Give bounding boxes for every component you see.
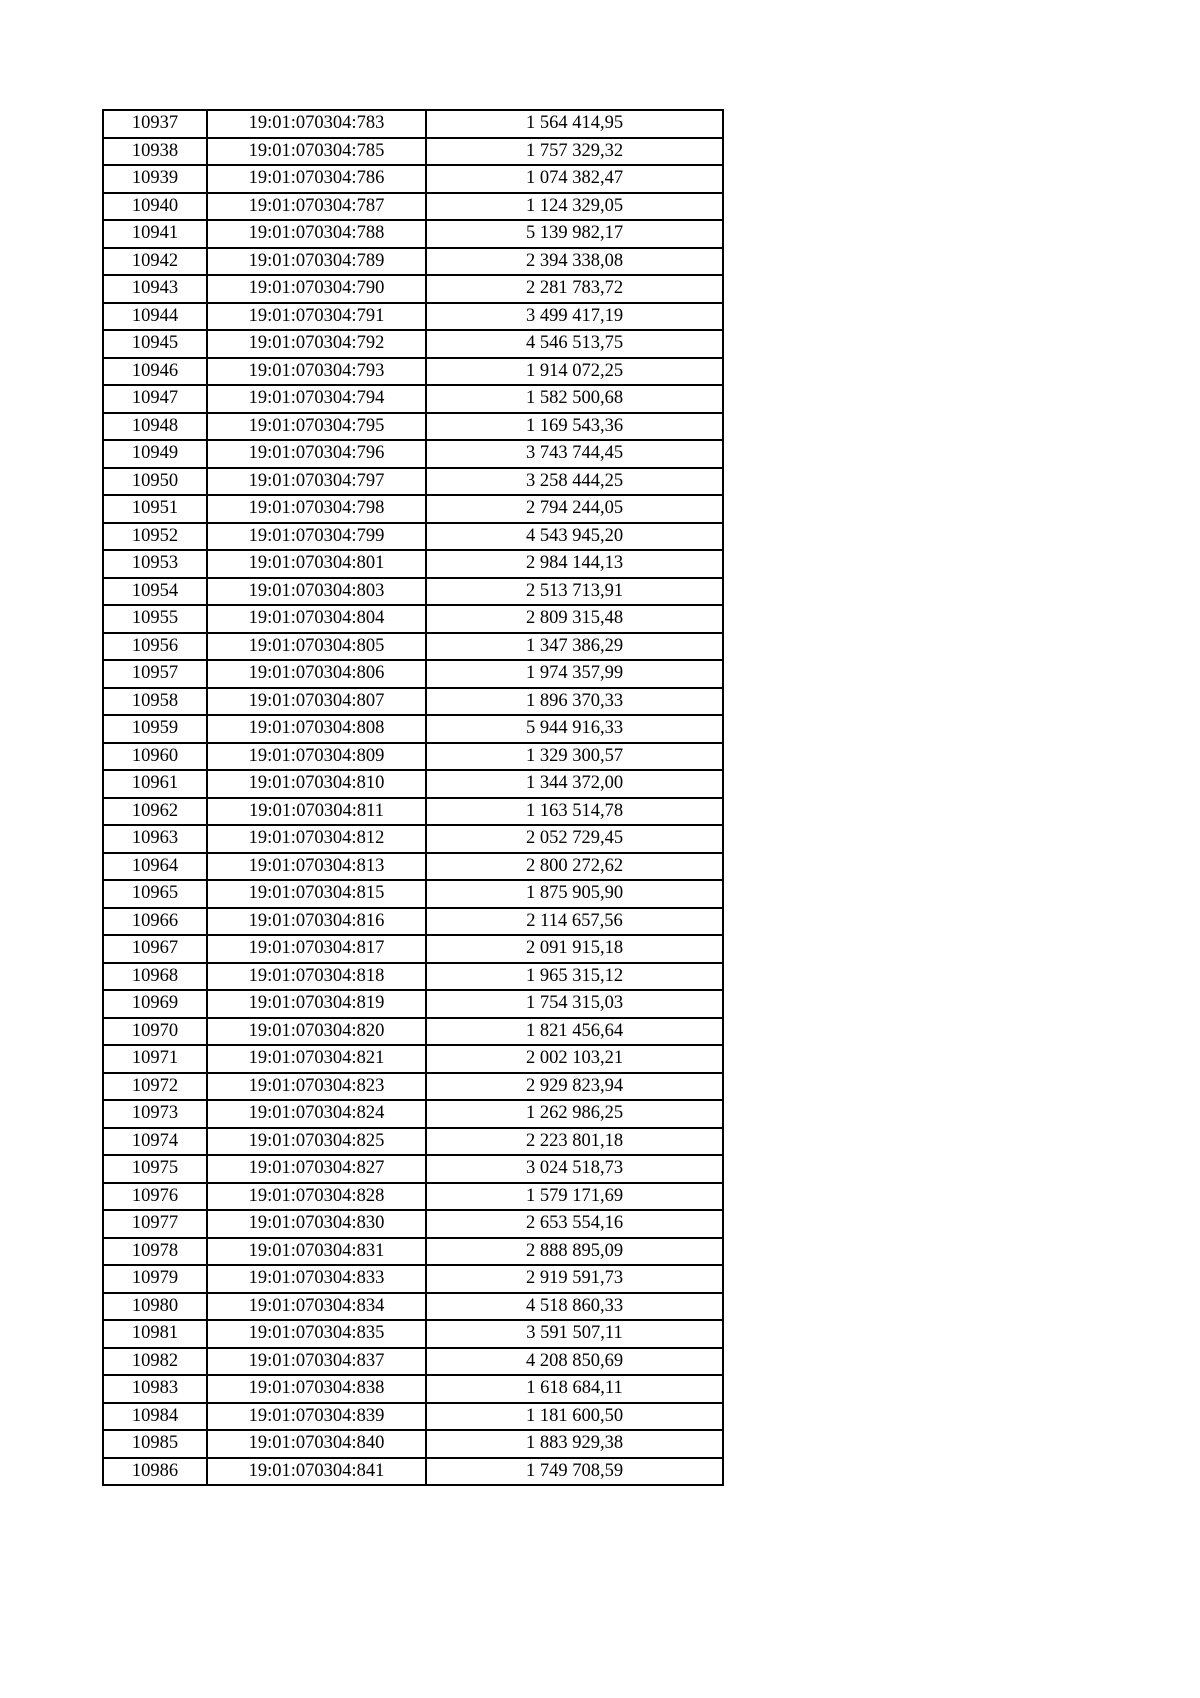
cadastral-value-cell: 1 262 986,25 bbox=[426, 1100, 723, 1128]
cadastral-value-cell: 2 929 823,94 bbox=[426, 1073, 723, 1101]
cadastral-number-cell: 19:01:070304:783 bbox=[207, 110, 426, 138]
row-number-cell: 10952 bbox=[103, 523, 207, 551]
cadastral-number-cell: 19:01:070304:812 bbox=[207, 825, 426, 853]
table-row bbox=[103, 110, 723, 138]
cadastral-value-cell: 1 883 929,38 bbox=[426, 1430, 723, 1458]
cadastral-number-cell: 19:01:070304:833 bbox=[207, 1265, 426, 1293]
row-number-cell: 10979 bbox=[103, 1265, 207, 1293]
table-row bbox=[103, 1100, 723, 1128]
row-number-cell: 10971 bbox=[103, 1045, 207, 1073]
cadastral-number-cell: 19:01:070304:806 bbox=[207, 660, 426, 688]
row-number-cell: 10937 bbox=[103, 110, 207, 138]
cadastral-value-cell: 5 139 982,17 bbox=[426, 220, 723, 248]
cadastral-value-cell: 3 743 744,45 bbox=[426, 440, 723, 468]
cadastral-value-cell: 1 169 543,36 bbox=[426, 413, 723, 441]
row-number-cell: 10953 bbox=[103, 550, 207, 578]
cadastral-value-cell: 3 499 417,19 bbox=[426, 303, 723, 331]
cadastral-value-cell: 2 888 895,09 bbox=[426, 1238, 723, 1266]
cadastral-value-cell: 2 223 801,18 bbox=[426, 1128, 723, 1156]
row-number-cell: 10958 bbox=[103, 688, 207, 716]
cadastral-number-cell: 19:01:070304:837 bbox=[207, 1348, 426, 1376]
table-row bbox=[103, 1348, 723, 1376]
table-row bbox=[103, 385, 723, 413]
cadastral-value-cell: 1 564 414,95 bbox=[426, 110, 723, 138]
table-row bbox=[103, 1375, 723, 1403]
cadastral-number-cell: 19:01:070304:830 bbox=[207, 1210, 426, 1238]
table-row bbox=[103, 330, 723, 358]
row-number-cell: 10974 bbox=[103, 1128, 207, 1156]
cadastral-value-cell: 3 591 507,11 bbox=[426, 1320, 723, 1348]
cadastral-value-cell: 2 513 713,91 bbox=[426, 578, 723, 606]
table-row bbox=[103, 440, 723, 468]
cadastral-value-cell: 1 821 456,64 bbox=[426, 1018, 723, 1046]
row-number-cell: 10978 bbox=[103, 1238, 207, 1266]
cadastral-value-cell: 1 896 370,33 bbox=[426, 688, 723, 716]
table-row bbox=[103, 523, 723, 551]
row-number-cell: 10984 bbox=[103, 1403, 207, 1431]
row-number-cell: 10973 bbox=[103, 1100, 207, 1128]
cadastral-value-cell: 1 618 684,11 bbox=[426, 1375, 723, 1403]
cadastral-number-cell: 19:01:070304:795 bbox=[207, 413, 426, 441]
row-number-cell: 10940 bbox=[103, 193, 207, 221]
row-number-cell: 10944 bbox=[103, 303, 207, 331]
row-number-cell: 10963 bbox=[103, 825, 207, 853]
table-row bbox=[103, 358, 723, 386]
row-number-cell: 10968 bbox=[103, 963, 207, 991]
cadastral-number-cell: 19:01:070304:798 bbox=[207, 495, 426, 523]
table-row bbox=[103, 1018, 723, 1046]
row-number-cell: 10949 bbox=[103, 440, 207, 468]
cadastral-number-cell: 19:01:070304:790 bbox=[207, 275, 426, 303]
table-row bbox=[103, 633, 723, 661]
row-number-cell: 10943 bbox=[103, 275, 207, 303]
cadastral-value-cell: 1 974 357,99 bbox=[426, 660, 723, 688]
row-number-cell: 10939 bbox=[103, 165, 207, 193]
table-row bbox=[103, 495, 723, 523]
row-number-cell: 10967 bbox=[103, 935, 207, 963]
row-number-cell: 10983 bbox=[103, 1375, 207, 1403]
cadastral-number-cell: 19:01:070304:819 bbox=[207, 990, 426, 1018]
cadastral-number-cell: 19:01:070304:828 bbox=[207, 1183, 426, 1211]
cadastral-number-cell: 19:01:070304:820 bbox=[207, 1018, 426, 1046]
cadastral-number-cell: 19:01:070304:825 bbox=[207, 1128, 426, 1156]
table-row bbox=[103, 193, 723, 221]
row-number-cell: 10986 bbox=[103, 1458, 207, 1486]
cadastral-value-cell: 2 281 783,72 bbox=[426, 275, 723, 303]
table-row bbox=[103, 138, 723, 166]
cadastral-value-cell: 3 258 444,25 bbox=[426, 468, 723, 496]
table-row bbox=[103, 715, 723, 743]
cadastral-number-cell: 19:01:070304:839 bbox=[207, 1403, 426, 1431]
cadastral-number-cell: 19:01:070304:805 bbox=[207, 633, 426, 661]
cadastral-number-cell: 19:01:070304:838 bbox=[207, 1375, 426, 1403]
row-number-cell: 10946 bbox=[103, 358, 207, 386]
table-row bbox=[103, 770, 723, 798]
cadastral-value-cell: 2 919 591,73 bbox=[426, 1265, 723, 1293]
cadastral-number-cell: 19:01:070304:818 bbox=[207, 963, 426, 991]
row-number-cell: 10942 bbox=[103, 248, 207, 276]
row-number-cell: 10938 bbox=[103, 138, 207, 166]
table-row bbox=[103, 1155, 723, 1183]
cadastral-number-cell: 19:01:070304:811 bbox=[207, 798, 426, 826]
row-number-cell: 10955 bbox=[103, 605, 207, 633]
table-row bbox=[103, 825, 723, 853]
table-row bbox=[103, 880, 723, 908]
cadastral-value-cell: 1 074 382,47 bbox=[426, 165, 723, 193]
cadastral-value-cell: 2 800 272,62 bbox=[426, 853, 723, 881]
row-number-cell: 10951 bbox=[103, 495, 207, 523]
cadastral-value-cell: 2 114 657,56 bbox=[426, 908, 723, 936]
cadastral-value-cell: 1 181 600,50 bbox=[426, 1403, 723, 1431]
cadastral-number-cell: 19:01:070304:817 bbox=[207, 935, 426, 963]
row-number-cell: 10950 bbox=[103, 468, 207, 496]
cadastral-number-cell: 19:01:070304:791 bbox=[207, 303, 426, 331]
cadastral-value-cell: 1 582 500,68 bbox=[426, 385, 723, 413]
cadastral-value-cell: 5 944 916,33 bbox=[426, 715, 723, 743]
cadastral-number-cell: 19:01:070304:840 bbox=[207, 1430, 426, 1458]
table-row bbox=[103, 275, 723, 303]
row-number-cell: 10960 bbox=[103, 743, 207, 771]
table-row bbox=[103, 578, 723, 606]
cadastral-value-cell: 4 546 513,75 bbox=[426, 330, 723, 358]
row-number-cell: 10980 bbox=[103, 1293, 207, 1321]
cadastral-number-cell: 19:01:070304:816 bbox=[207, 908, 426, 936]
table-row bbox=[103, 743, 723, 771]
row-number-cell: 10961 bbox=[103, 770, 207, 798]
cadastral-value-table bbox=[102, 109, 724, 1486]
cadastral-value-cell: 1 124 329,05 bbox=[426, 193, 723, 221]
cadastral-number-cell: 19:01:070304:799 bbox=[207, 523, 426, 551]
cadastral-value-cell: 2 091 915,18 bbox=[426, 935, 723, 963]
table-row bbox=[103, 1430, 723, 1458]
cadastral-value-cell: 3 024 518,73 bbox=[426, 1155, 723, 1183]
row-number-cell: 10975 bbox=[103, 1155, 207, 1183]
cadastral-number-cell: 19:01:070304:786 bbox=[207, 165, 426, 193]
table-row bbox=[103, 1210, 723, 1238]
cadastral-number-cell: 19:01:070304:823 bbox=[207, 1073, 426, 1101]
row-number-cell: 10954 bbox=[103, 578, 207, 606]
cadastral-value-cell: 1 875 905,90 bbox=[426, 880, 723, 908]
cadastral-number-cell: 19:01:070304:834 bbox=[207, 1293, 426, 1321]
table-row bbox=[103, 1128, 723, 1156]
row-number-cell: 10945 bbox=[103, 330, 207, 358]
table-row bbox=[103, 1073, 723, 1101]
row-number-cell: 10957 bbox=[103, 660, 207, 688]
table-row bbox=[103, 165, 723, 193]
cadastral-value-cell: 2 002 103,21 bbox=[426, 1045, 723, 1073]
cadastral-number-cell: 19:01:070304:793 bbox=[207, 358, 426, 386]
row-number-cell: 10970 bbox=[103, 1018, 207, 1046]
cadastral-value-cell: 2 809 315,48 bbox=[426, 605, 723, 633]
row-number-cell: 10962 bbox=[103, 798, 207, 826]
table-row bbox=[103, 688, 723, 716]
table-row bbox=[103, 935, 723, 963]
cadastral-number-cell: 19:01:070304:821 bbox=[207, 1045, 426, 1073]
table-row bbox=[103, 1045, 723, 1073]
cadastral-value-cell: 1 965 315,12 bbox=[426, 963, 723, 991]
row-number-cell: 10948 bbox=[103, 413, 207, 441]
cadastral-value-cell: 2 052 729,45 bbox=[426, 825, 723, 853]
cadastral-number-cell: 19:01:070304:789 bbox=[207, 248, 426, 276]
row-number-cell: 10959 bbox=[103, 715, 207, 743]
cadastral-value-cell: 1 914 072,25 bbox=[426, 358, 723, 386]
row-number-cell: 10977 bbox=[103, 1210, 207, 1238]
row-number-cell: 10981 bbox=[103, 1320, 207, 1348]
cadastral-value-cell: 1 579 171,69 bbox=[426, 1183, 723, 1211]
table-row bbox=[103, 468, 723, 496]
row-number-cell: 10982 bbox=[103, 1348, 207, 1376]
table-row bbox=[103, 220, 723, 248]
cadastral-value-cell: 2 653 554,16 bbox=[426, 1210, 723, 1238]
cadastral-value-cell: 2 794 244,05 bbox=[426, 495, 723, 523]
table-row bbox=[103, 1403, 723, 1431]
cadastral-value-cell: 2 984 144,13 bbox=[426, 550, 723, 578]
cadastral-number-cell: 19:01:070304:792 bbox=[207, 330, 426, 358]
cadastral-number-cell: 19:01:070304:807 bbox=[207, 688, 426, 716]
table-row bbox=[103, 1238, 723, 1266]
row-number-cell: 10964 bbox=[103, 853, 207, 881]
cadastral-number-cell: 19:01:070304:804 bbox=[207, 605, 426, 633]
row-number-cell: 10941 bbox=[103, 220, 207, 248]
cadastral-number-cell: 19:01:070304:808 bbox=[207, 715, 426, 743]
cadastral-number-cell: 19:01:070304:801 bbox=[207, 550, 426, 578]
cadastral-value-cell: 1 749 708,59 bbox=[426, 1458, 723, 1486]
table-row bbox=[103, 1458, 723, 1486]
table-row bbox=[103, 1265, 723, 1293]
table-row bbox=[103, 1293, 723, 1321]
cadastral-value-cell: 4 543 945,20 bbox=[426, 523, 723, 551]
table-row bbox=[103, 853, 723, 881]
cadastral-number-cell: 19:01:070304:809 bbox=[207, 743, 426, 771]
cadastral-value-cell: 1 754 315,03 bbox=[426, 990, 723, 1018]
cadastral-number-cell: 19:01:070304:796 bbox=[207, 440, 426, 468]
cadastral-number-cell: 19:01:070304:824 bbox=[207, 1100, 426, 1128]
cadastral-number-cell: 19:01:070304:815 bbox=[207, 880, 426, 908]
table-row bbox=[103, 990, 723, 1018]
table-row bbox=[103, 605, 723, 633]
table-row bbox=[103, 1183, 723, 1211]
row-number-cell: 10972 bbox=[103, 1073, 207, 1101]
cadastral-number-cell: 19:01:070304:813 bbox=[207, 853, 426, 881]
cadastral-number-cell: 19:01:070304:794 bbox=[207, 385, 426, 413]
cadastral-number-cell: 19:01:070304:787 bbox=[207, 193, 426, 221]
row-number-cell: 10966 bbox=[103, 908, 207, 936]
cadastral-number-cell: 19:01:070304:835 bbox=[207, 1320, 426, 1348]
table-row bbox=[103, 908, 723, 936]
row-number-cell: 10965 bbox=[103, 880, 207, 908]
cadastral-number-cell: 19:01:070304:827 bbox=[207, 1155, 426, 1183]
cadastral-number-cell: 19:01:070304:803 bbox=[207, 578, 426, 606]
row-number-cell: 10969 bbox=[103, 990, 207, 1018]
row-number-cell: 10947 bbox=[103, 385, 207, 413]
row-number-cell: 10956 bbox=[103, 633, 207, 661]
cadastral-number-cell: 19:01:070304:831 bbox=[207, 1238, 426, 1266]
table-row bbox=[103, 248, 723, 276]
cadastral-number-cell: 19:01:070304:841 bbox=[207, 1458, 426, 1486]
cadastral-value-cell: 1 347 386,29 bbox=[426, 633, 723, 661]
cadastral-value-cell: 1 344 372,00 bbox=[426, 770, 723, 798]
cadastral-value-cell: 1 757 329,32 bbox=[426, 138, 723, 166]
cadastral-number-cell: 19:01:070304:797 bbox=[207, 468, 426, 496]
cadastral-value-cell: 1 329 300,57 bbox=[426, 743, 723, 771]
table-row bbox=[103, 1320, 723, 1348]
cadastral-value-cell: 4 208 850,69 bbox=[426, 1348, 723, 1376]
cadastral-value-cell: 4 518 860,33 bbox=[426, 1293, 723, 1321]
table-row bbox=[103, 798, 723, 826]
cadastral-value-cell: 2 394 338,08 bbox=[426, 248, 723, 276]
table-body bbox=[103, 110, 723, 1485]
row-number-cell: 10976 bbox=[103, 1183, 207, 1211]
cadastral-number-cell: 19:01:070304:810 bbox=[207, 770, 426, 798]
table-row bbox=[103, 413, 723, 441]
table-row bbox=[103, 660, 723, 688]
row-number-cell: 10985 bbox=[103, 1430, 207, 1458]
cadastral-number-cell: 19:01:070304:788 bbox=[207, 220, 426, 248]
table-row bbox=[103, 303, 723, 331]
cadastral-number-cell: 19:01:070304:785 bbox=[207, 138, 426, 166]
table-row bbox=[103, 963, 723, 991]
table-row bbox=[103, 550, 723, 578]
cadastral-value-cell: 1 163 514,78 bbox=[426, 798, 723, 826]
